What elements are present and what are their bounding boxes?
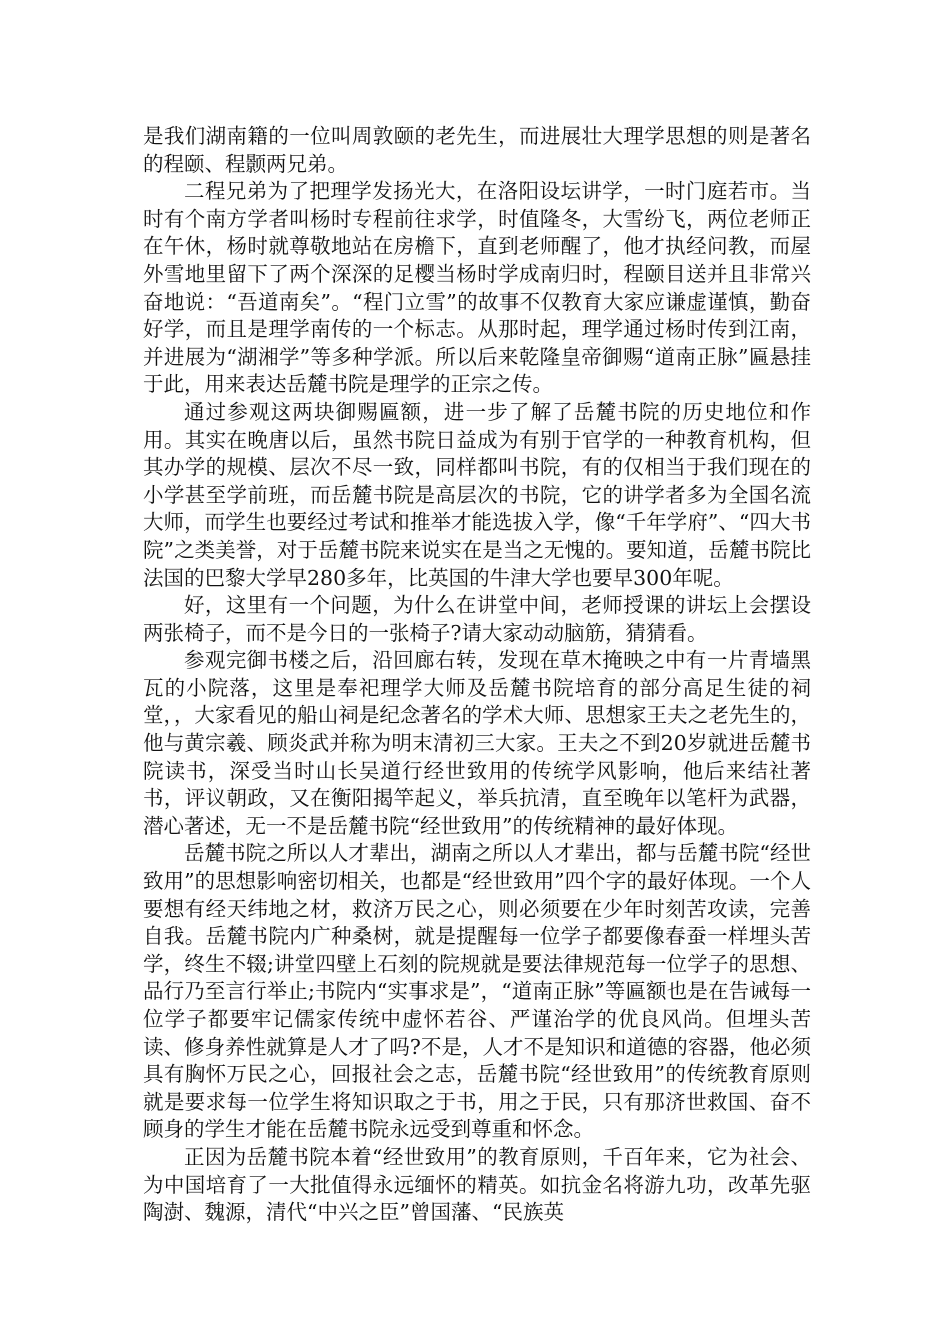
- paragraph-5: 参观完御书楼之后，沿回廊右转，发现在草木掩映之中有一片青墙黑瓦的小院落，这里是奉祀理学大师及岳麓书院培育的部分高足生徒的祠堂，，大家看见的船山祠是纪念著名的学术大师、思想家王夫之老先生的，他与黄宗羲、顾炎武并称为明末清初三大家。王夫之不到20岁就进岳麓书院读书，深受当时山长吴道行经世致用的传统学风影响，他后来结社著书，评议朝政，又在衡阳揭竿起义，举兵抗清，直至晚年以笔杆为武器，潜心著述，无一不是岳麓书院“经世致用”的传统精神的最好体现。: [143, 648, 811, 838]
- paragraph-3: 通过参观这两块御赐匾额，进一步了解了岳麓书院的历史地位和作用。其实在晚唐以后，虽然书院日益成为有别于官学的一种教育机构，但其办学的规模、层次不尽一致，同样都叫书院，有的仅相当于我们现在的小学甚至学前班，而岳麓书院是高层次的书院，它的讲学者多为全国名流大师，而学生也要经过考试和推举才能选拔入学，像“千年学府”、“四大书院”之类美誉，对于岳麓书院来说实在是当之无愧的。要知道，岳麓书院比法国的巴黎大学早280多年，比英国的牛津大学也要早300年呢。: [143, 399, 811, 590]
- paragraph-6: 岳麓书院之所以人才辈出，湖南之所以人才辈出，都与岳麓书院“经世致用”的思想影响密切相关，也都是“经世致用”四个字的最好体现。一个人要想有经天纬地之材，救济万民之心，则必须要在少年时刻苦攻读，完善自我。岳麓书院内广种桑树，就是提醒每一位学子都要像春蚕一样埋头苦学，终生不辍;讲堂四壁上石刻的院规就是要法律规范每一位学子的思想、品行乃至言行举止;书院内“实事求是”，“道南正脉”等匾额也是在告诫每一位学子都要牢记儒家传统中虚怀若谷、严谨治学的优良风尚。但埋头苦读、修身养性就算是人才了吗?不是，人才不是知识和道德的容器，他必须具有胸怀万民之心，回报社会之志，岳麓书院“经世致用”的传统教育原则就是要求每一位学生将知识取之于书，用之于民，只有那济世救国、奋不顾身的学生才能在岳麓书院永远受到尊重和怀念。: [143, 841, 811, 1142]
- paragraph-1: 是我们湖南籍的一位叫周敦颐的老先生，而进展壮大理学思想的则是著名的程颐、程颢两兄弟。: [143, 124, 811, 176]
- document-body: [143, 123, 811, 1227]
- paragraph-2: 二程兄弟为了把理学发扬光大，在洛阳设坛讲学，一时门庭若市。当时有个南方学者叫杨时专程前往求学，时值隆冬，大雪纷飞，两位老师正在午休，杨时就尊敬地站在房檐下，直到老师醒了，他才执经问教，而屋外雪地里留下了两个深深的足樱当杨时学成南归时，程颐目送并且非常兴奋地说：“吾道南矣”。“程门立雪”的故事不仅教育大家应谦虚谨慎，勤奋好学，而且是理学南传的一个标志。从那时起，理学通过杨时传到江南，并进展为“湖湘学”等多种学派。所以后来乾隆皇帝御赐“道南正脉”匾悬挂于此，用来表达岳麓书院是理学的正宗之传。: [143, 179, 811, 397]
- paragraph-7: 正因为岳麓书院本着“经世致用”的教育原则，千百年来，它为社会、为中国培育了一大批值得永远缅怀的精英。如抗金名将游九功，改革先驱陶澍、魏源，清代“中兴之臣”曾国藩、“民族英: [143, 1144, 811, 1225]
- paragraph-4: 好，这里有一个问题，为什么在讲堂中间，老师授课的讲坛上会摆设两张椅子，而不是今日的一张椅子?请大家动动脑筋，猜猜看。: [143, 593, 811, 645]
